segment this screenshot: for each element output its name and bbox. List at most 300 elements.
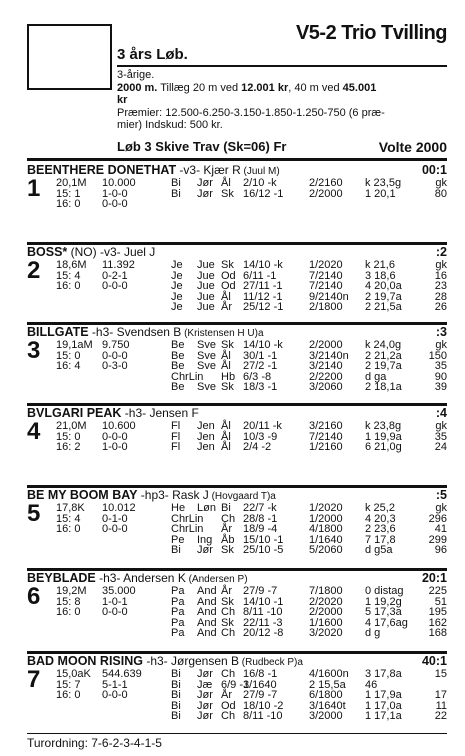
start-cell: Jue <box>197 301 215 313</box>
stats-value: 10.012 <box>102 502 136 514</box>
race-title: V5-2 Trio Tvilling <box>295 22 447 44</box>
stats-value: 0-0-0 <box>102 689 128 701</box>
start-cell: 80 <box>434 187 447 200</box>
stats-label: 16: 2 <box>56 441 81 453</box>
start-cell: Jen <box>197 430 215 443</box>
start-cell: 4 17,6ag <box>365 616 408 629</box>
start-cell: Jue <box>197 259 215 271</box>
start-cell: Ål <box>221 441 231 453</box>
recent-starts <box>171 260 447 313</box>
start-cell: 3/1640t <box>309 699 346 712</box>
horse-number: 1 <box>27 175 41 202</box>
start-cell: Jør <box>197 710 213 722</box>
start-cell: Hb <box>221 370 236 383</box>
start-cell: Jæ <box>197 678 213 691</box>
start-cell: 22/7 -k <box>243 502 277 514</box>
start-cell: gk <box>435 339 447 351</box>
start-cell: 17 <box>434 689 447 701</box>
start-cell: Bi <box>171 187 181 200</box>
start-cell: Jue <box>197 290 215 303</box>
start-cell: 2/10 -k <box>243 177 277 189</box>
stats-value: 10.600 <box>102 420 136 432</box>
race-eligibility: 3-årige. <box>117 69 155 81</box>
start-row <box>171 302 447 313</box>
stats-row <box>56 442 162 453</box>
start-cell: 96 <box>434 544 447 556</box>
race-start-type: Volte 2000 <box>378 139 447 155</box>
horse-owner: (Juul M) <box>240 166 280 177</box>
race-rule <box>117 65 447 67</box>
start-cell: Åb <box>221 533 235 546</box>
stats-value: 0-3-0 <box>102 360 128 372</box>
start-order: Turordning: 7-6-2-3-4-1-5 <box>27 736 162 750</box>
start-cell: 25/10 -5 <box>243 544 284 556</box>
horse-entry <box>27 654 447 722</box>
start-cell: Be <box>171 349 185 362</box>
stats-label: 15: 4 <box>56 512 81 525</box>
start-cell: 2 18,1a <box>365 381 402 393</box>
start-cell: 18/3 -1 <box>243 381 278 393</box>
start-row <box>171 607 447 618</box>
start-cell: And <box>197 627 217 639</box>
start-cell: Ch <box>221 512 236 525</box>
start-cell: 2/2000 <box>309 339 343 351</box>
start-cell: And <box>197 606 217 618</box>
start-cell: 90 <box>434 370 447 383</box>
start-cell: 18/10 -2 <box>243 699 284 712</box>
start-cell: Bi <box>171 678 181 691</box>
start-row <box>171 628 447 639</box>
start-cell: 39 <box>434 381 447 393</box>
stats-label: 15: 1 <box>56 187 81 200</box>
horse-header <box>27 325 447 340</box>
start-cell: 2 19,7a <box>365 290 402 303</box>
horse-number: 3 <box>27 337 41 364</box>
start-cell: 4/1800 <box>309 523 343 535</box>
start-cell: Od <box>221 699 236 712</box>
horse-name: BEYBLADE <box>27 571 96 585</box>
start-cell: 6/11 -1 <box>243 269 277 282</box>
start-cell: 1/2160 <box>309 441 343 453</box>
horse-odds: :4 <box>435 406 447 420</box>
start-cell: 7 17,8 <box>365 533 396 546</box>
start-cell: År <box>221 689 232 701</box>
recent-starts <box>171 669 447 722</box>
stats-value: 0-1-0 <box>102 512 128 525</box>
start-cell: 150 <box>428 349 447 362</box>
start-cell: Sk <box>221 339 234 351</box>
stats-label: 15,0aK <box>56 668 91 680</box>
start-cell: 0 distag <box>365 585 404 597</box>
stats-label: 15: 8 <box>56 595 81 608</box>
stats-value: 0-0-0 <box>102 280 128 292</box>
start-cell: Sk <box>221 616 234 629</box>
start-cell: 6 21,0g <box>365 441 402 453</box>
stats-row <box>56 503 162 514</box>
stats-value: 35.000 <box>102 585 136 597</box>
start-cell: 35 <box>434 360 447 372</box>
stats-value: 9.750 <box>102 339 130 351</box>
start-cell: 14/10 -k <box>243 259 283 271</box>
track-logo-placeholder <box>27 24 112 90</box>
start-row <box>171 178 447 189</box>
start-cell: 2/2000 <box>309 606 343 618</box>
start-cell: d g5a <box>365 544 393 556</box>
horse-header <box>27 163 447 178</box>
start-cell: 15 <box>434 668 447 680</box>
section-rule <box>27 158 447 161</box>
start-cell: Pa <box>171 616 185 629</box>
horse-stats <box>56 178 162 210</box>
horse-number: 5 <box>27 500 41 527</box>
start-cell: 23 <box>434 280 447 292</box>
start-cell: Fl <box>171 441 181 453</box>
start-cell: 1 19,2g <box>365 595 402 608</box>
stats-value: 0-0-0 <box>102 430 128 443</box>
start-cell: År <box>221 523 232 535</box>
start-cell: 25/12 -1 <box>243 301 284 313</box>
start-cell: 3 18,6 <box>365 269 396 282</box>
start-cell: 11 <box>435 699 447 712</box>
horse-stats <box>56 669 162 701</box>
start-cell: 27/9 -7 <box>243 585 278 597</box>
horse-number: 2 <box>27 257 41 284</box>
start-cell: 2 21,5a <box>365 301 402 313</box>
start-row <box>171 421 447 432</box>
start-cell: Jør <box>197 699 213 712</box>
start-cell: 2 19,7a <box>365 360 402 372</box>
start-row <box>171 442 447 453</box>
start-cell: Ål <box>221 420 231 432</box>
start-cell: 3/2060 <box>309 381 343 393</box>
stats-row <box>56 340 162 351</box>
start-cell: 1/1640 <box>309 533 343 546</box>
stats-label: 16: 0 <box>56 280 81 292</box>
horse-driver: -h3- Jørgensen B <box>142 654 240 668</box>
horse-driver: -h3- Andersen K <box>95 571 186 585</box>
start-cell: k 25,2 <box>365 502 395 514</box>
start-cell: Bi <box>171 710 181 722</box>
horse-header <box>27 654 447 669</box>
start-cell: Ch <box>221 710 236 722</box>
horse-driver: -v3- Kjær R <box>176 163 241 177</box>
horse-header <box>27 488 447 503</box>
start-cell: 22 <box>434 710 447 722</box>
horse-driver: -h3- Svendsen B <box>88 325 182 339</box>
start-cell: 3/2140 <box>309 360 343 372</box>
start-cell: 27/11 -1 <box>243 280 283 292</box>
stats-label: 16: 4 <box>56 360 81 372</box>
start-cell: He <box>171 502 186 514</box>
start-cell: 26 <box>434 301 447 313</box>
start-cell: 16/8 -1 <box>243 668 278 680</box>
start-cell: 11/12 -1 <box>243 290 283 303</box>
start-cell: 3/2020 <box>309 627 343 639</box>
start-cell: k 21,6 <box>365 259 395 271</box>
start-cell: 3 17,8a <box>365 668 402 680</box>
start-cell: gk <box>435 420 447 432</box>
start-row <box>171 711 447 722</box>
stats-value: 10.000 <box>102 177 136 189</box>
start-cell: Sk <box>221 544 234 556</box>
start-cell: k 23,8g <box>365 420 402 432</box>
stats-label: 19,1aM <box>56 339 93 351</box>
stats-row <box>56 524 162 535</box>
start-cell: 2/2020 <box>309 595 343 608</box>
start-cell: And <box>197 585 217 597</box>
start-cell: 27/9 -7 <box>243 689 278 701</box>
start-cell: Sve <box>197 349 216 362</box>
start-cell: År <box>221 585 232 597</box>
start-cell: Løn <box>197 502 216 514</box>
stats-value: 0-0-0 <box>102 198 128 210</box>
footer-rule <box>27 733 447 734</box>
start-cell: Ål <box>221 360 231 372</box>
start-cell: Jue <box>197 280 215 292</box>
start-cell: 1 17,9a <box>365 689 402 701</box>
start-cell: Sve <box>197 360 216 372</box>
stats-row <box>56 669 162 680</box>
start-cell <box>197 524 221 535</box>
start-cell: Pa <box>171 606 185 618</box>
start-cell: 4 20,0a <box>365 280 402 292</box>
start-cell: gk <box>435 259 447 271</box>
race-prizes: Præmier: 12.500-6.250-3.150-1.850-1.250-750 (6 præ- <box>117 106 385 119</box>
start-cell: 2 23,6 <box>365 523 396 535</box>
start-cell: 299 <box>428 533 447 546</box>
stats-label: 15: 0 <box>56 430 81 443</box>
start-cell: Bi <box>171 699 181 712</box>
horse-name: BAD MOON RISING <box>27 654 143 668</box>
start-cell: Je <box>171 269 183 282</box>
race-conditions <box>117 69 447 132</box>
start-cell: Ål <box>221 177 231 189</box>
start-cell: 46 <box>365 678 378 691</box>
start-cell: 2/2160 <box>309 177 343 189</box>
start-cell: Od <box>221 269 236 282</box>
start-cell: 24 <box>434 441 447 453</box>
start-cell: 1/2020 <box>309 502 343 514</box>
start-cell: Jør <box>197 177 213 189</box>
horse-owner: (Hovgaard T)a <box>208 491 276 502</box>
stats-label: 16: 0 <box>56 523 81 535</box>
start-cell: 5/2060 <box>309 544 343 556</box>
start-cell: 1/1600 <box>309 616 343 629</box>
race-name: 3 års Løb. <box>117 46 188 63</box>
start-cell: 3/2140n <box>309 349 349 362</box>
start-row <box>171 281 447 292</box>
start-cell: 1 20,1 <box>365 187 396 200</box>
start-cell: d g <box>365 627 381 639</box>
start-cell: Je <box>171 301 183 313</box>
start-row <box>171 189 447 200</box>
start-cell: Be <box>171 339 185 351</box>
start-cell: 14/10 -1 <box>243 595 284 608</box>
start-row <box>171 545 447 556</box>
start-cell: Pa <box>171 627 185 639</box>
stats-label: 21,0M <box>56 420 87 432</box>
recent-starts <box>171 586 447 639</box>
start-cell: 195 <box>428 606 447 618</box>
start-cell: 2 21,2a <box>365 349 402 362</box>
horse-entry <box>27 571 447 639</box>
start-cell: Sve <box>197 339 216 351</box>
start-cell: Fl <box>171 430 181 443</box>
start-cell: 14/10 -k <box>243 339 283 351</box>
horse-stats <box>56 340 162 372</box>
stats-label: 17,8K <box>56 502 85 514</box>
stats-value: 0-0-0 <box>102 349 128 362</box>
stats-value: 0-0-0 <box>102 606 128 618</box>
start-cell: Jør <box>197 187 213 200</box>
horse-entry <box>27 488 447 556</box>
horse-number: 6 <box>27 583 41 610</box>
start-cell: Jør <box>197 668 213 680</box>
start-cell: 30/1 -1 <box>243 349 278 362</box>
stats-row <box>56 586 162 597</box>
horse-stats <box>56 421 162 453</box>
start-cell: Ål <box>221 430 231 443</box>
horse-odds: 40:1 <box>421 654 447 668</box>
horse-entry <box>27 325 447 393</box>
start-cell: gk <box>435 177 447 189</box>
start-cell: 2/2200 <box>309 370 343 383</box>
start-cell: gk <box>435 502 447 514</box>
start-cell: 35 <box>434 430 447 443</box>
start-cell: 1/1640 <box>243 678 277 691</box>
start-cell: 296 <box>428 512 447 525</box>
start-cell: Od <box>221 280 236 292</box>
horse-owner: (Kristensen H U)a <box>181 328 264 339</box>
horse-number: 7 <box>27 666 41 693</box>
stats-label: 15: 0 <box>56 349 81 362</box>
stats-label: 20,1M <box>56 177 87 189</box>
stats-row <box>56 178 162 189</box>
start-cell: And <box>197 595 217 608</box>
horse-name: BILLGATE <box>27 325 89 339</box>
start-row <box>171 503 447 514</box>
horse-driver: -h3- Jensen F <box>121 406 199 420</box>
start-cell: Pa <box>171 585 185 597</box>
start-cell: Be <box>171 381 185 393</box>
start-row <box>171 340 447 351</box>
start-cell: Ål <box>221 290 231 303</box>
start-cell: 3/2000 <box>309 710 343 722</box>
start-cell: 8/11 -10 <box>243 606 283 618</box>
start-cell: 2/1800 <box>309 301 343 313</box>
start-cell: And <box>197 616 217 629</box>
start-cell: k 23,5g <box>365 177 402 189</box>
horse-odds: :3 <box>435 325 447 339</box>
start-cell: Je <box>171 280 183 292</box>
start-row <box>171 382 447 393</box>
start-cell: Bi <box>171 544 181 556</box>
start-cell: Sk <box>221 187 234 200</box>
start-cell: Be <box>171 360 185 372</box>
start-cell: 6/3 -8 <box>243 370 272 383</box>
start-cell: 15/10 -1 <box>243 533 284 546</box>
start-cell: 1/2000 <box>309 512 343 525</box>
start-cell: Sk <box>221 259 234 271</box>
start-cell: Pe <box>171 533 185 546</box>
stats-label: 18,6M <box>56 259 87 271</box>
horse-driver: (NO) -v3- Juel J <box>67 245 156 259</box>
start-cell: 168 <box>428 627 447 639</box>
start-cell: 1/2020 <box>309 259 343 271</box>
stats-label: 19,2M <box>56 585 87 597</box>
stats-row <box>56 361 162 372</box>
start-cell: Sk <box>221 595 234 608</box>
horse-owner: (Andersen P) <box>185 574 248 585</box>
start-cell: 4 20,3 <box>365 512 396 525</box>
recent-starts <box>171 340 447 393</box>
start-cell: 20/12 -8 <box>243 627 284 639</box>
horse-stats <box>56 586 162 618</box>
start-cell: Fl <box>171 420 181 432</box>
stats-row <box>56 199 162 210</box>
start-cell: Je <box>171 290 183 303</box>
stats-value: 1-0-1 <box>102 595 128 608</box>
start-cell: d ga <box>365 370 387 383</box>
start-cell: 1 17,1a <box>365 710 402 722</box>
horse-odds: 00:1 <box>421 163 447 177</box>
horse-entry <box>27 163 447 210</box>
start-cell: 51 <box>434 595 447 608</box>
start-cell: ChrLin <box>171 370 204 383</box>
stats-value: 1-0-0 <box>102 441 128 453</box>
stats-value: 5-1-1 <box>102 678 128 691</box>
start-cell: 7/1800 <box>309 585 343 597</box>
start-cell: År <box>221 301 232 313</box>
start-cell: Ch <box>221 627 236 639</box>
stats-label: 15: 4 <box>56 269 81 282</box>
start-cell: 4/1600n <box>309 668 349 680</box>
horse-header <box>27 406 447 421</box>
start-cell: 1 17,0a <box>365 699 402 712</box>
start-cell: Ål <box>221 349 231 362</box>
start-cell: Jen <box>197 420 215 432</box>
start-cell: 10/3 -9 <box>243 430 278 443</box>
race-number-track: Løb 3 Skive Trav (Sk=06) Fr <box>117 139 287 154</box>
horse-entry <box>27 406 447 453</box>
start-cell: 2/2000 <box>309 187 343 200</box>
start-cell: Ch <box>221 668 236 680</box>
stats-value: 0-0-0 <box>102 523 128 535</box>
start-cell: Ch <box>221 606 236 618</box>
start-cell: 3/2160 <box>309 420 343 432</box>
start-cell: 2 15,5a <box>309 678 346 691</box>
stats-label: 16: 0 <box>56 198 81 210</box>
start-cell: Bi <box>171 668 181 680</box>
horse-odds: :5 <box>435 488 447 502</box>
start-cell: Jen <box>197 441 215 453</box>
recent-starts <box>171 421 447 453</box>
stats-row <box>56 421 162 432</box>
horse-header <box>27 571 447 586</box>
start-cell: Je <box>171 259 183 271</box>
start-row <box>171 361 447 372</box>
stats-label: 16: 0 <box>56 606 81 618</box>
stats-row <box>56 260 162 271</box>
stats-label: 15: 7 <box>56 678 81 691</box>
start-cell: 27/2 -1 <box>243 360 278 372</box>
stats-row <box>56 281 162 292</box>
horse-odds: 20:1 <box>421 571 447 585</box>
horse-odds: :2 <box>435 245 447 259</box>
stats-row <box>56 690 162 701</box>
start-cell: 28 <box>434 290 447 303</box>
race-prizes-cont: mier) Indskud: 500 kr. <box>117 119 223 131</box>
